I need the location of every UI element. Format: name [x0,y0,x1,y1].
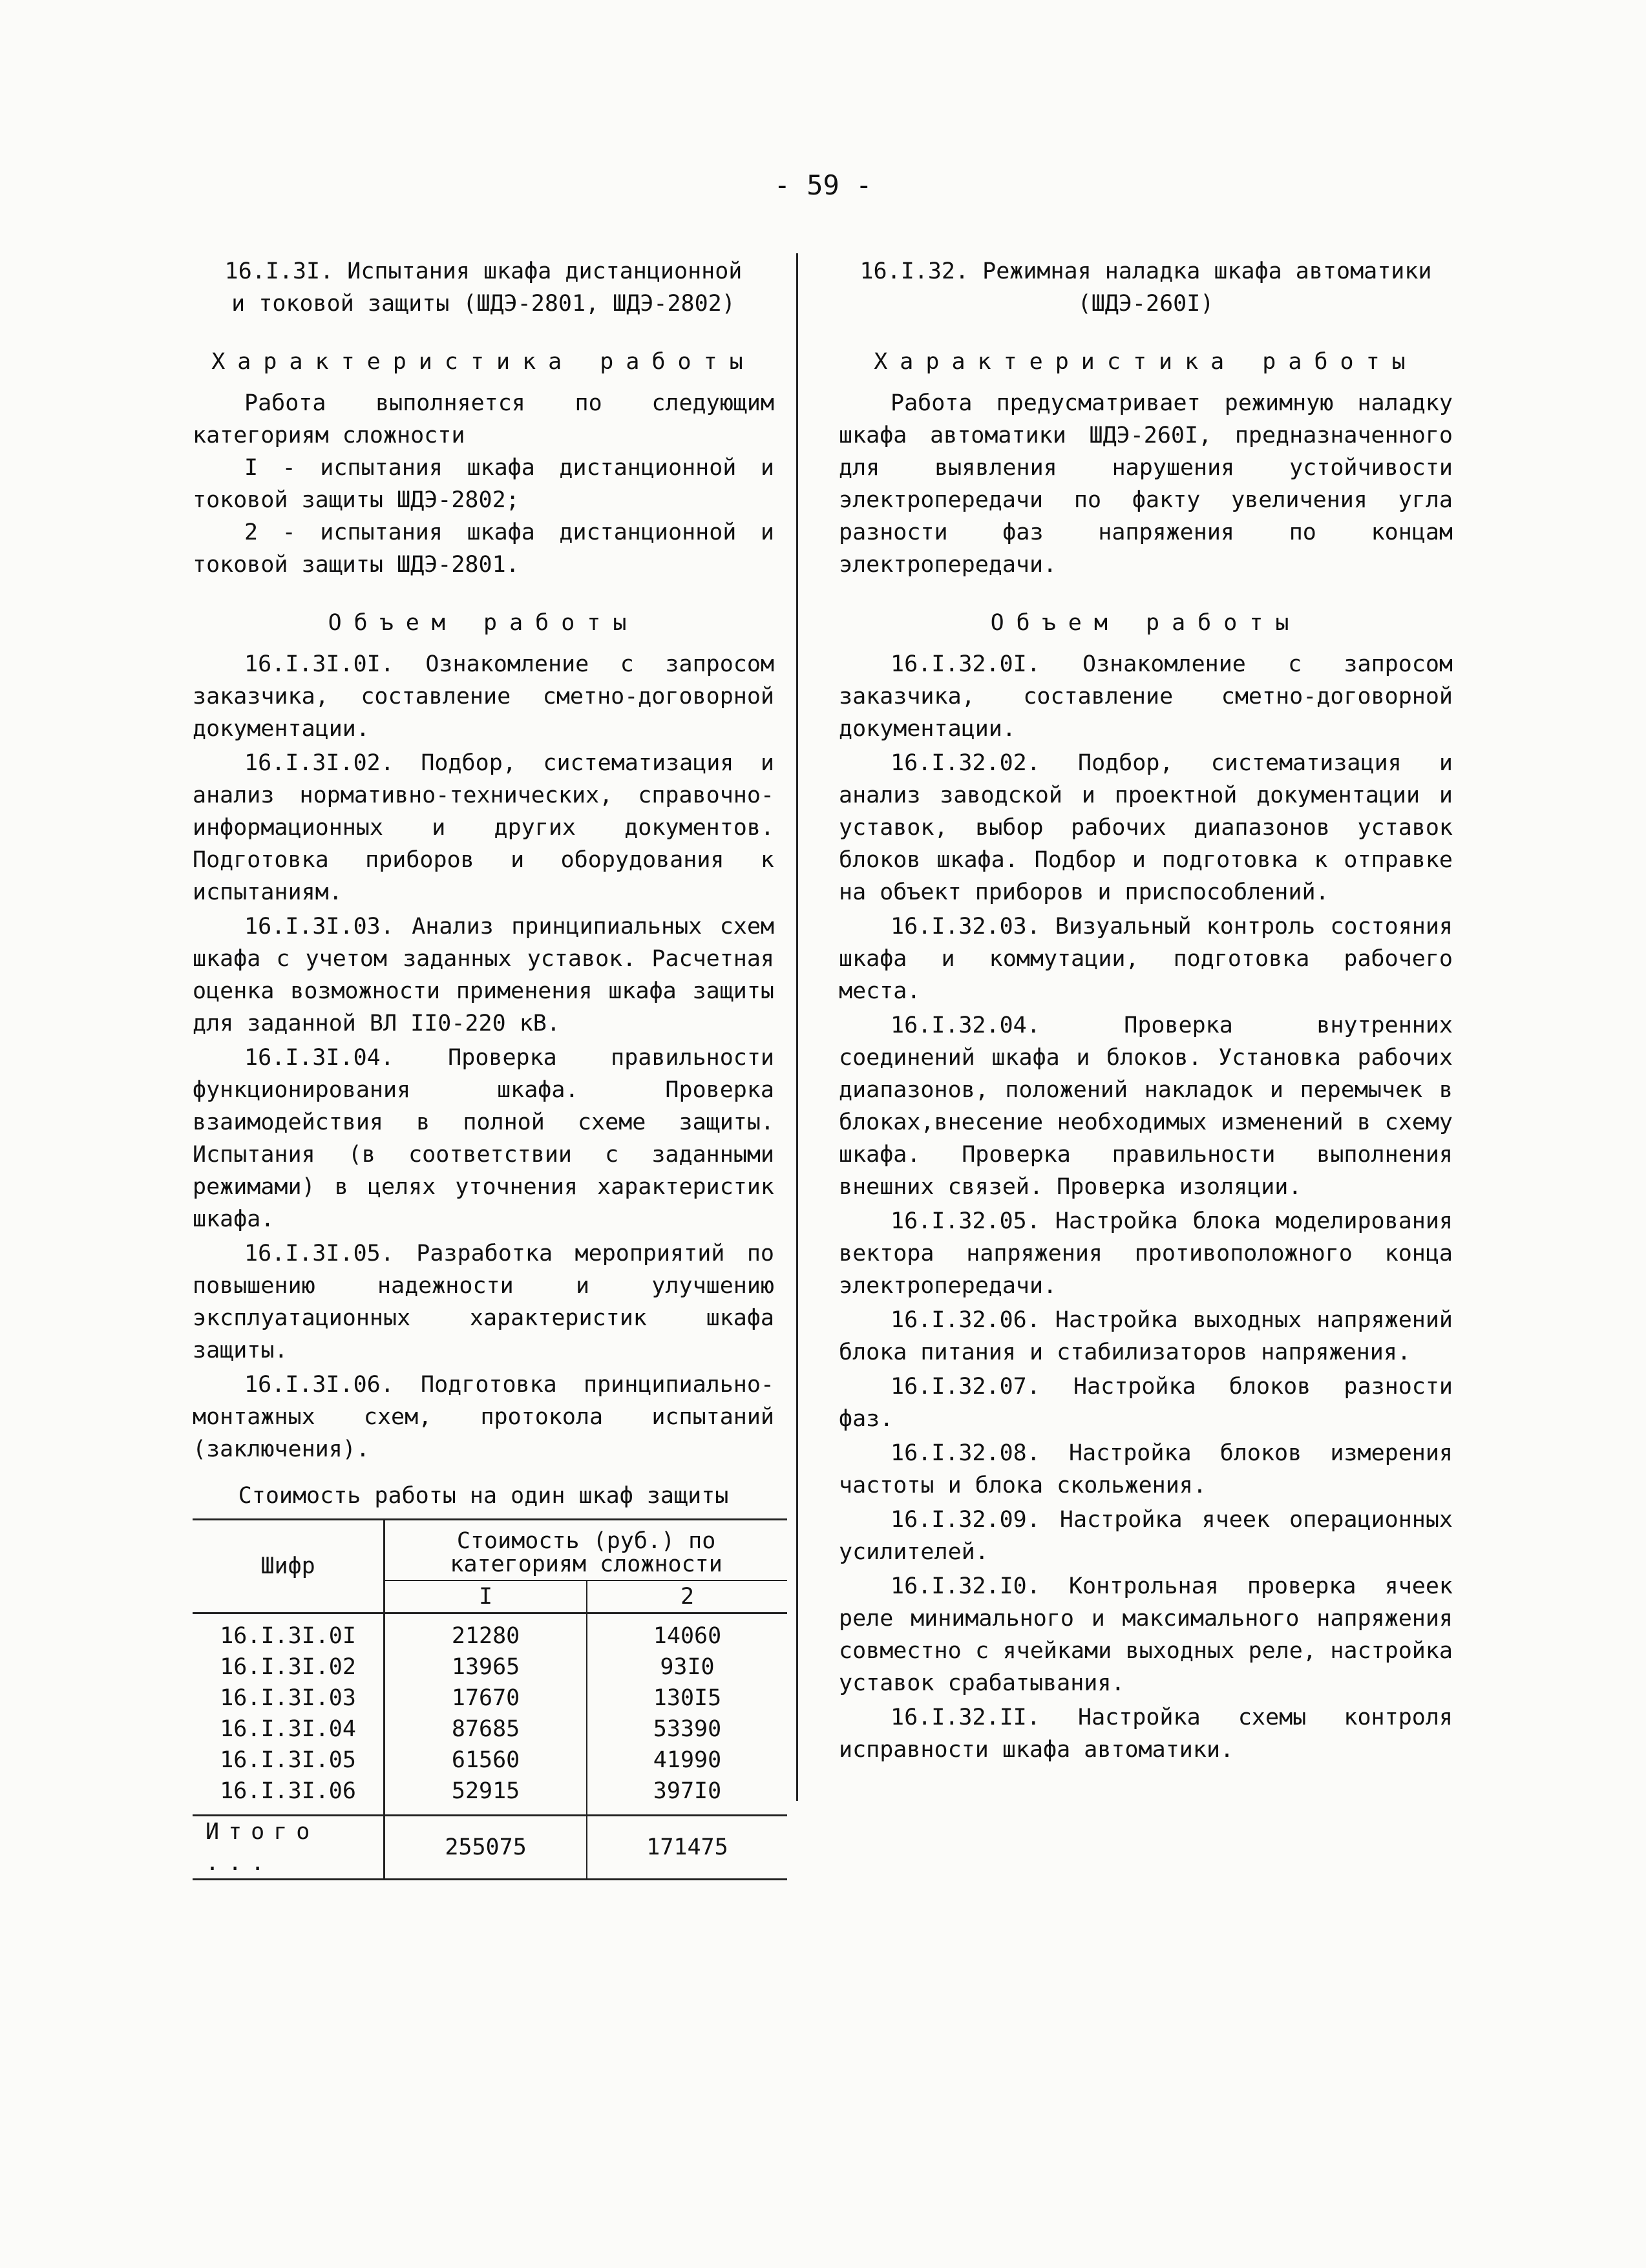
characteristics-intro: Работа выполняется по следующим категориям сложности [193,390,774,448]
row-code: 16.I.3I.06 [193,1776,385,1816]
row-cost-1: 52915 [385,1776,587,1816]
scope-item: 16.I.32.02. Подбор, систематизация и анализ заводской и проектной документации и уставок, выбор рабочих диапазонов уставок блоков шкафа. Подбор и подготовка к отправке на объект приборов и приспособлений. [839,750,1453,905]
col-header-cost: Стоимость (руб.) по категориям сложности [385,1520,787,1581]
heading-characteristics: Характеристика работы [211,349,755,375]
scope-item: 16.I.3I.02. Подбор, систематизация и анализ нормативно-технических, справочно-информационных и других документов. Подготовка приборов и оборудования к испытаниям. [193,750,774,905]
scope-item: 16.I.3I.06. Подготовка принципиально-монтажных схем, протокола испытаний (заключения). [193,1372,774,1462]
scope-item: 16.I.32.II. Настройка схемы контроля исправности шкафа автоматики. [839,1705,1453,1763]
row-cost-2: 41990 [653,1747,722,1773]
row-code: 16.I.3I.05 [193,1745,385,1776]
heading-characteristics: Характеристика работы [874,349,1418,375]
row-code: 16.I.3I.0I [193,1613,385,1652]
total-cost-1: 255075 [385,1816,587,1880]
row-code: 16.I.3I.03 [193,1683,385,1714]
table-row [193,1714,787,1745]
total-cost-2: 171475 [587,1816,787,1880]
scope-item: 16.I.32.08. Настройка блоков измерения частоты и блока скольжения. [839,1440,1453,1498]
table-row [193,1745,787,1776]
row-cost-2: 93I0 [660,1654,715,1680]
row-code: 16.I.3I.02 [193,1652,385,1683]
row-cost-1: 21280 [385,1613,587,1652]
table-caption: Стоимость работы на один шкаф защиты [238,1483,729,1509]
category-item-1: I - испытания шкафа дистанционной и токовой защиты ШДЭ-2802; [193,455,774,513]
col-header-category-1: I [385,1580,587,1613]
scope-item: 16.I.32.06. Настройка выходных напряжений блока питания и стабилизаторов напряжения. [839,1307,1453,1365]
scope-item: 16.I.32.04. Проверка внутренних соединений шкафа и блоков. Установка рабочих диапазонов, положений накладок и перемычек в блоках,внесение необходимых изменений в схему шкафа. Проверка правильности выполнения внешних связей. Проверка изоляции. [839,1013,1453,1200]
section-title-line2: и токовой защиты (ШДЭ-2801, ШДЭ-2802) [231,291,735,317]
scope-item: 16.I.32.07. Настройка блоков разности фаз. [839,1374,1453,1432]
scope-item: 16.I.3I.04. Проверка правильности функционирования шкафа. Проверка взаимодействия в полной схеме защиты. Испытания (в соответствии с заданными режимами) в целях уточнения характеристик шкафа. [193,1045,774,1232]
cost-table [193,1518,787,1880]
scope-item: 16.I.3I.03. Анализ принципиальных схем шкафа с учетом заданных уставок. Расчетная оценка возможности применения шкафа защиты для заданной ВЛ II0-220 кВ. [193,914,774,1036]
row-cost-1: 61560 [385,1745,587,1776]
table-total-row [193,1816,787,1880]
table-row [193,1652,787,1683]
scope-item: 16.I.32.03. Визуальный контроль состояния шкафа и коммутации, подготовка рабочего места. [839,914,1453,1004]
row-cost-1: 13965 [385,1652,587,1683]
section-title-line1: 16.I.3I. Испытания шкафа дистанционной [224,258,743,284]
category-item-2: 2 - испытания шкафа дистанционной и токовой защиты ШДЭ-2801. [193,520,774,578]
column-divider [796,253,798,1801]
scope-item: 16.I.32.0I. Ознакомление с запросом заказчика, составление сметно-договорной документации. [839,651,1453,742]
col-header-category-2: 2 [587,1580,787,1613]
scope-item: 16.I.3I.05. Разработка мероприятий по повышению надежности и улучшению эксплуатационных характеристик шкафа защиты. [193,1241,774,1363]
heading-scope: Объем работы [328,610,639,636]
col-header-code: Шифр [193,1520,385,1613]
page-number: - 59 - [774,169,872,201]
scope-item: 16.I.3I.0I. Ознакомление с запросом заказчика, составление сметно-договорной документации. [193,651,774,742]
table-row [193,1776,787,1816]
table-row [193,1683,787,1714]
row-cost-1: 87685 [385,1714,587,1745]
row-cost-1: 17670 [385,1683,587,1714]
scope-item: 16.I.32.05. Настройка блока моделирования вектора напряжения противоположного конца электропередачи. [839,1208,1453,1299]
row-cost-2: 130I5 [653,1685,722,1711]
left-column [193,255,774,1880]
total-label: Итого ... [193,1816,385,1880]
right-column [839,255,1453,1768]
heading-scope: Объем работы [990,610,1302,636]
table-row [193,1613,787,1652]
section-title-line2: (ШДЭ-260I) [1077,291,1214,317]
scope-item: 16.I.32.I0. Контрольная проверка ячеек реле минимального и максимального напряжения совместно с ячейками выходных реле, настройка уставок срабатывания. [839,1573,1453,1696]
characteristics-text: Работа предусматривает режимную наладку шкафа автоматики ШДЭ-260I, предназначенного для выявления нарушения устойчивости электропередачи по факту увеличения угла разности фаз напряжения по концам электропередачи. [839,390,1453,578]
row-cost-2: 14060 [653,1623,722,1649]
scope-item: 16.I.32.09. Настройка ячеек операционных усилителей. [839,1507,1453,1565]
row-cost-2: 53390 [653,1716,722,1742]
row-cost-2: 397I0 [653,1778,722,1804]
section-title-line1: 16.I.32. Режимная наладка шкафа автоматики [860,258,1432,284]
row-code: 16.I.3I.04 [193,1714,385,1745]
